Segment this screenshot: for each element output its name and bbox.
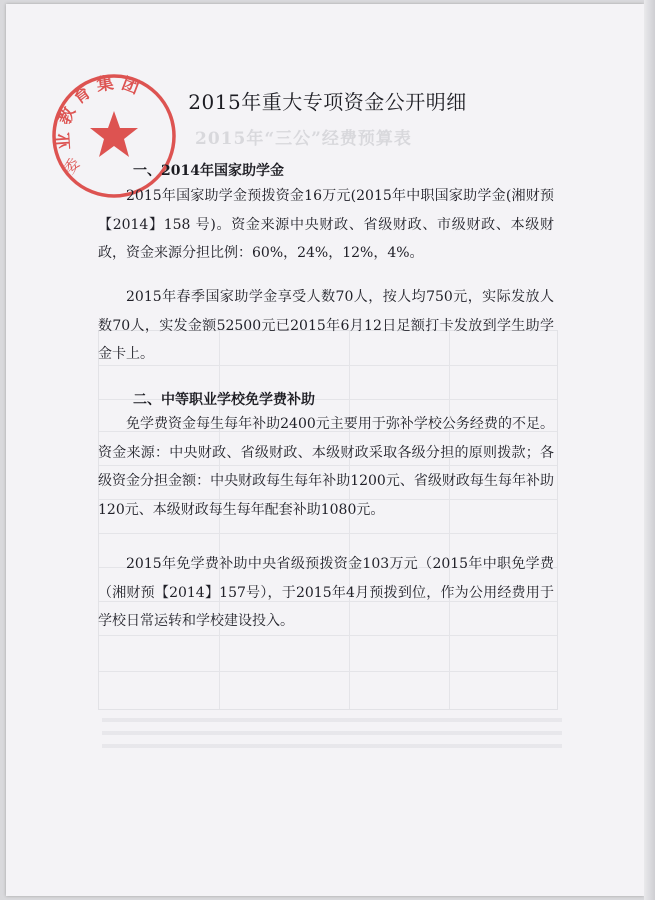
section-heading-2: 二、中等职业学校免学费补助 [133,392,315,408]
paragraph-2: 2015年春季国家助学金享受人数70人，按人均750元，实际发放人数70人，实发金额52500元已2015年6月12日足额打卡发放到学生助学金卡上。 [98,289,554,362]
paragraph-3: 免学费资金每生每年补助2400元主要用于弥补学校公务经费的不足。资金来源：中央财政、省级财政、本级财政采取各级分担的原则拨款；各级资金分担金额：中央财政每生每年补助1200元、省级财政每生每年补助120元、本级财政每生每年配套补助1080元。 [98,416,554,518]
page-edge [644,0,655,900]
show-through-footnote [102,718,562,748]
section-heading-1: 一、2014年国家助学金 [133,163,284,179]
svg-text:委: 委 [60,154,84,178]
paragraph-1: 2015年国家助学金预拨资金16万元(2015年中职国家助学金(湘财预【2014】158 号)。资金来源中央财政、省级财政、市级财政、本级财政，资金来源分担比例：60%，24%，12%，4%。 [98,188,554,261]
document-title: 2015年重大专项资金公开明细 [188,90,467,114]
paragraph-4: 2015年免学费补助中央省级预拨资金103万元（2015年中职免学费（湘财预【2014】157号），于2015年4月预拨到位，作为公用经费用于学校日常运转和学校建设投入。 [98,556,554,629]
show-through-title: 2015年“三公”经费预算表 [195,129,412,149]
svg-text:业教育集团: 业教育集团 [53,72,148,151]
